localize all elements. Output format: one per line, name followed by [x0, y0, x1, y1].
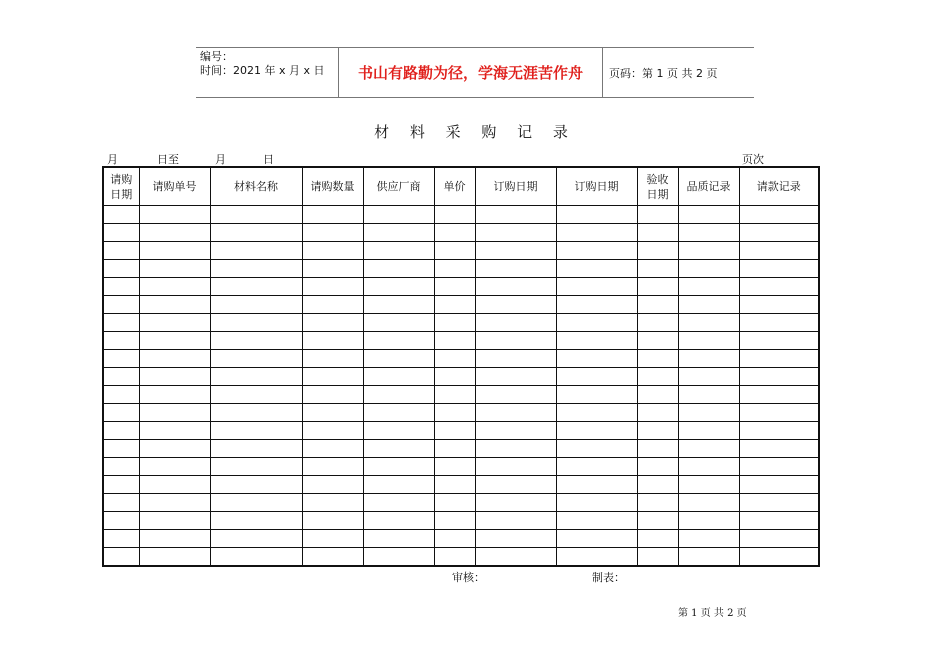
page-code: 页码：第 1 页 共 2 页: [609, 67, 718, 80]
table-cell[interactable]: [556, 476, 637, 494]
table-cell[interactable]: [556, 206, 637, 224]
table-cell[interactable]: [739, 242, 819, 260]
motto-text: 书山有路勤为径，学海无涯苦作舟: [338, 48, 603, 97]
table-cell[interactable]: [556, 458, 637, 476]
table-cell[interactable]: [434, 260, 475, 278]
table-cell[interactable]: [363, 512, 434, 530]
column-header: 请购单号: [139, 167, 210, 206]
table-cell[interactable]: [139, 512, 210, 530]
table-cell[interactable]: [210, 512, 302, 530]
table-cell[interactable]: [363, 350, 434, 368]
column-header: 订购日期: [475, 167, 556, 206]
table-row: [103, 260, 819, 278]
table-cell[interactable]: [556, 224, 637, 242]
table-cell[interactable]: [103, 530, 139, 548]
table-cell[interactable]: [739, 206, 819, 224]
table-row: [103, 242, 819, 260]
table-cell[interactable]: [637, 350, 678, 368]
table-cell[interactable]: [103, 476, 139, 494]
table-cell[interactable]: [302, 548, 363, 567]
table-row: [103, 278, 819, 296]
table-cell[interactable]: [302, 440, 363, 458]
table-cell[interactable]: [739, 386, 819, 404]
table-cell[interactable]: [434, 206, 475, 224]
table-cell[interactable]: [678, 206, 739, 224]
table-row: [103, 386, 819, 404]
table-cell[interactable]: [678, 386, 739, 404]
table-cell[interactable]: [739, 548, 819, 567]
table-cell[interactable]: [739, 494, 819, 512]
table-cell[interactable]: [139, 206, 210, 224]
table-cell[interactable]: [103, 494, 139, 512]
table-cell[interactable]: [475, 206, 556, 224]
table-cell[interactable]: [139, 458, 210, 476]
table-cell[interactable]: [678, 278, 739, 296]
table-cell[interactable]: [556, 350, 637, 368]
table-cell[interactable]: [139, 404, 210, 422]
date-day-to-label: 日至: [157, 153, 179, 166]
table-cell[interactable]: [475, 440, 556, 458]
table-cell[interactable]: [139, 350, 210, 368]
table-cell[interactable]: [103, 260, 139, 278]
table-cell[interactable]: [678, 314, 739, 332]
table-cell[interactable]: [637, 458, 678, 476]
table-cell[interactable]: [139, 224, 210, 242]
table-cell[interactable]: [556, 368, 637, 386]
table-cell[interactable]: [302, 206, 363, 224]
table-cell[interactable]: [210, 368, 302, 386]
table-cell[interactable]: [739, 278, 819, 296]
table-cell[interactable]: [434, 242, 475, 260]
table-cell[interactable]: [363, 242, 434, 260]
table-cell[interactable]: [210, 422, 302, 440]
table-cell[interactable]: [637, 368, 678, 386]
page-footer: 第 1 页 共 2 页: [678, 608, 747, 619]
review-label: 审核：: [452, 571, 485, 584]
table-cell[interactable]: [556, 422, 637, 440]
table-cell[interactable]: [434, 278, 475, 296]
table-cell[interactable]: [637, 278, 678, 296]
table-cell[interactable]: [210, 350, 302, 368]
table-cell[interactable]: [678, 440, 739, 458]
table-row: [103, 206, 819, 224]
table-cell[interactable]: [363, 476, 434, 494]
table-cell[interactable]: [678, 350, 739, 368]
table-cell[interactable]: [556, 530, 637, 548]
table-cell[interactable]: [210, 386, 302, 404]
table-cell[interactable]: [210, 404, 302, 422]
table-row: [103, 512, 819, 530]
table-cell[interactable]: [103, 386, 139, 404]
table-cell[interactable]: [139, 476, 210, 494]
table-cell[interactable]: [434, 224, 475, 242]
table-cell[interactable]: [103, 278, 139, 296]
table-row: [103, 458, 819, 476]
table-cell[interactable]: [139, 386, 210, 404]
table-cell[interactable]: [103, 458, 139, 476]
table-cell[interactable]: [103, 512, 139, 530]
table-cell[interactable]: [210, 224, 302, 242]
table-cell[interactable]: [637, 386, 678, 404]
column-header: 请购数量: [302, 167, 363, 206]
purchase-record-table: [102, 166, 820, 567]
table-cell[interactable]: [637, 512, 678, 530]
table-cell[interactable]: [363, 458, 434, 476]
table-row: [103, 296, 819, 314]
table-cell[interactable]: [210, 548, 302, 567]
table-cell[interactable]: [363, 260, 434, 278]
table-cell[interactable]: [363, 368, 434, 386]
table-cell[interactable]: [475, 278, 556, 296]
table-cell[interactable]: [475, 476, 556, 494]
table-cell[interactable]: [637, 260, 678, 278]
table-cell[interactable]: [210, 206, 302, 224]
table-cell[interactable]: [363, 404, 434, 422]
date-month-label: 月: [107, 153, 118, 166]
table-cell[interactable]: [139, 548, 210, 567]
table-cell[interactable]: [475, 458, 556, 476]
table-cell[interactable]: [363, 224, 434, 242]
table-cell[interactable]: [637, 224, 678, 242]
table-cell[interactable]: [678, 530, 739, 548]
table-cell[interactable]: [556, 242, 637, 260]
table-cell[interactable]: [678, 224, 739, 242]
table-cell[interactable]: [210, 278, 302, 296]
table-cell[interactable]: [739, 458, 819, 476]
table-cell[interactable]: [637, 314, 678, 332]
table-cell[interactable]: [739, 350, 819, 368]
table-cell[interactable]: [302, 386, 363, 404]
table-cell[interactable]: [210, 440, 302, 458]
table-cell[interactable]: [363, 422, 434, 440]
table-cell[interactable]: [637, 476, 678, 494]
table-cell[interactable]: [302, 260, 363, 278]
table-cell[interactable]: [637, 548, 678, 567]
table-cell[interactable]: [475, 512, 556, 530]
document-header: [196, 47, 754, 98]
page-title: 材 料 采 购 记 录: [374, 123, 576, 141]
table-cell[interactable]: [302, 224, 363, 242]
table-cell[interactable]: [363, 206, 434, 224]
table-cell[interactable]: [103, 242, 139, 260]
table-cell[interactable]: [475, 350, 556, 368]
table-cell[interactable]: [434, 296, 475, 314]
table-row: [103, 476, 819, 494]
table-cell[interactable]: [678, 368, 739, 386]
table-cell[interactable]: [637, 242, 678, 260]
table-cell[interactable]: [556, 404, 637, 422]
table-cell[interactable]: [475, 368, 556, 386]
table-cell[interactable]: [363, 296, 434, 314]
table-cell[interactable]: [637, 530, 678, 548]
table-cell[interactable]: [434, 386, 475, 404]
table-cell[interactable]: [556, 296, 637, 314]
table-row: [103, 440, 819, 458]
table-cell[interactable]: [302, 512, 363, 530]
table-cell[interactable]: [637, 206, 678, 224]
table-row: [103, 350, 819, 368]
table-cell[interactable]: [739, 368, 819, 386]
prepared-by-label: 制表：: [592, 571, 625, 584]
table-cell[interactable]: [302, 350, 363, 368]
table-cell[interactable]: [139, 260, 210, 278]
table-cell[interactable]: [475, 404, 556, 422]
table-cell[interactable]: [475, 314, 556, 332]
table-cell[interactable]: [678, 260, 739, 278]
table-cell[interactable]: [434, 404, 475, 422]
table-cell[interactable]: [434, 332, 475, 350]
table-row: [103, 422, 819, 440]
table-cell[interactable]: [678, 548, 739, 567]
table-cell[interactable]: [210, 314, 302, 332]
table-cell[interactable]: [103, 206, 139, 224]
column-header: 品质记录: [678, 167, 739, 206]
table-cell[interactable]: [556, 494, 637, 512]
table-cell[interactable]: [103, 332, 139, 350]
table-cell[interactable]: [302, 476, 363, 494]
table-cell[interactable]: [103, 422, 139, 440]
table-cell[interactable]: [475, 386, 556, 404]
table-cell[interactable]: [678, 332, 739, 350]
table-cell[interactable]: [678, 494, 739, 512]
table-cell[interactable]: [103, 440, 139, 458]
table-cell[interactable]: [302, 242, 363, 260]
table-cell[interactable]: [434, 314, 475, 332]
table-row: [103, 332, 819, 350]
column-header: 订购日期: [556, 167, 637, 206]
table-cell[interactable]: [739, 512, 819, 530]
table-cell[interactable]: [475, 548, 556, 567]
table-cell[interactable]: [103, 368, 139, 386]
date-month2-label: 月: [215, 153, 226, 166]
table-cell[interactable]: [434, 494, 475, 512]
table-row: [103, 530, 819, 548]
table-cell[interactable]: [103, 404, 139, 422]
table-cell[interactable]: [434, 458, 475, 476]
page-number-label: 页次: [742, 153, 764, 166]
table-row: [103, 494, 819, 512]
table-cell[interactable]: [139, 296, 210, 314]
table-cell[interactable]: [556, 278, 637, 296]
table-cell[interactable]: [637, 422, 678, 440]
table-cell[interactable]: [739, 296, 819, 314]
table-cell[interactable]: [475, 224, 556, 242]
table-cell[interactable]: [363, 494, 434, 512]
table-cell[interactable]: [302, 404, 363, 422]
table-cell[interactable]: [139, 368, 210, 386]
table-cell[interactable]: [210, 494, 302, 512]
table-cell[interactable]: [363, 530, 434, 548]
table-cell[interactable]: [678, 422, 739, 440]
table-cell[interactable]: [139, 422, 210, 440]
table-cell[interactable]: [302, 422, 363, 440]
table-cell[interactable]: [434, 440, 475, 458]
table-cell[interactable]: [210, 242, 302, 260]
table-cell[interactable]: [475, 422, 556, 440]
table-cell[interactable]: [139, 314, 210, 332]
table-cell[interactable]: [678, 296, 739, 314]
table-cell[interactable]: [210, 260, 302, 278]
table-cell[interactable]: [434, 548, 475, 567]
table-cell[interactable]: [556, 440, 637, 458]
table-cell[interactable]: [434, 422, 475, 440]
table-cell[interactable]: [556, 548, 637, 567]
column-header: 供应厂商: [363, 167, 434, 206]
table-cell[interactable]: [139, 332, 210, 350]
table-cell[interactable]: [302, 314, 363, 332]
column-header: 材料名称: [210, 167, 302, 206]
table-cell[interactable]: [139, 278, 210, 296]
table-cell[interactable]: [210, 296, 302, 314]
table-cell[interactable]: [363, 386, 434, 404]
table-cell[interactable]: [556, 332, 637, 350]
date-day2-label: 日: [263, 153, 274, 166]
table-cell[interactable]: [475, 332, 556, 350]
table-cell[interactable]: [678, 458, 739, 476]
table-cell[interactable]: [637, 296, 678, 314]
header-left: [200, 50, 325, 78]
table-row: [103, 548, 819, 567]
table-cell[interactable]: [434, 530, 475, 548]
table-cell[interactable]: [739, 332, 819, 350]
table-row: [103, 314, 819, 332]
table-cell[interactable]: [475, 296, 556, 314]
table-cell[interactable]: [139, 242, 210, 260]
table-cell[interactable]: [103, 224, 139, 242]
table-cell[interactable]: [139, 494, 210, 512]
table-row: [103, 404, 819, 422]
table-header-row: [103, 167, 819, 206]
column-header: 请购 日期: [103, 167, 139, 206]
table-cell[interactable]: [556, 260, 637, 278]
table-cell[interactable]: [210, 530, 302, 548]
table-cell[interactable]: [434, 512, 475, 530]
table-cell[interactable]: [739, 476, 819, 494]
table-cell[interactable]: [556, 314, 637, 332]
table-cell[interactable]: [739, 422, 819, 440]
table-cell[interactable]: [302, 332, 363, 350]
table-cell[interactable]: [210, 476, 302, 494]
table-cell[interactable]: [475, 260, 556, 278]
table-cell[interactable]: [363, 440, 434, 458]
table-cell[interactable]: [302, 368, 363, 386]
table-cell[interactable]: [363, 548, 434, 567]
table-cell[interactable]: [739, 260, 819, 278]
table-cell[interactable]: [210, 458, 302, 476]
table-cell[interactable]: [739, 404, 819, 422]
table-cell[interactable]: [302, 530, 363, 548]
table-cell[interactable]: [363, 278, 434, 296]
table-cell[interactable]: [302, 296, 363, 314]
table-cell[interactable]: [739, 314, 819, 332]
table-cell[interactable]: [363, 332, 434, 350]
table-cell[interactable]: [434, 350, 475, 368]
table-cell[interactable]: [678, 512, 739, 530]
table-cell[interactable]: [739, 440, 819, 458]
table-cell[interactable]: [739, 224, 819, 242]
table-cell[interactable]: [103, 296, 139, 314]
table-cell[interactable]: [103, 314, 139, 332]
table-cell[interactable]: [556, 386, 637, 404]
table-cell[interactable]: [302, 494, 363, 512]
time-label: 时间：2021 年 x 月 x 日: [200, 64, 325, 77]
table-cell[interactable]: [475, 242, 556, 260]
table-cell[interactable]: [103, 548, 139, 567]
table-cell[interactable]: [739, 530, 819, 548]
table-cell[interactable]: [475, 530, 556, 548]
table-row: [103, 368, 819, 386]
table-cell[interactable]: [103, 350, 139, 368]
column-header: 单价: [434, 167, 475, 206]
table-cell[interactable]: [210, 332, 302, 350]
table-cell[interactable]: [363, 314, 434, 332]
table-cell[interactable]: [434, 476, 475, 494]
table-cell[interactable]: [637, 332, 678, 350]
table-cell[interactable]: [678, 476, 739, 494]
table-cell[interactable]: [302, 458, 363, 476]
table-cell[interactable]: [475, 494, 556, 512]
table-cell[interactable]: [139, 440, 210, 458]
serial-number-label: 编号：: [200, 50, 233, 63]
table-cell[interactable]: [556, 512, 637, 530]
table-cell[interactable]: [302, 278, 363, 296]
table-cell[interactable]: [678, 404, 739, 422]
table-cell[interactable]: [637, 494, 678, 512]
table-body: [103, 206, 819, 567]
column-header: 请款记录: [739, 167, 819, 206]
table-cell[interactable]: [434, 368, 475, 386]
table-cell[interactable]: [637, 440, 678, 458]
table-cell[interactable]: [139, 530, 210, 548]
table-cell[interactable]: [637, 404, 678, 422]
table-row: [103, 224, 819, 242]
column-header: 验收 日期: [637, 167, 678, 206]
table-cell[interactable]: [678, 242, 739, 260]
